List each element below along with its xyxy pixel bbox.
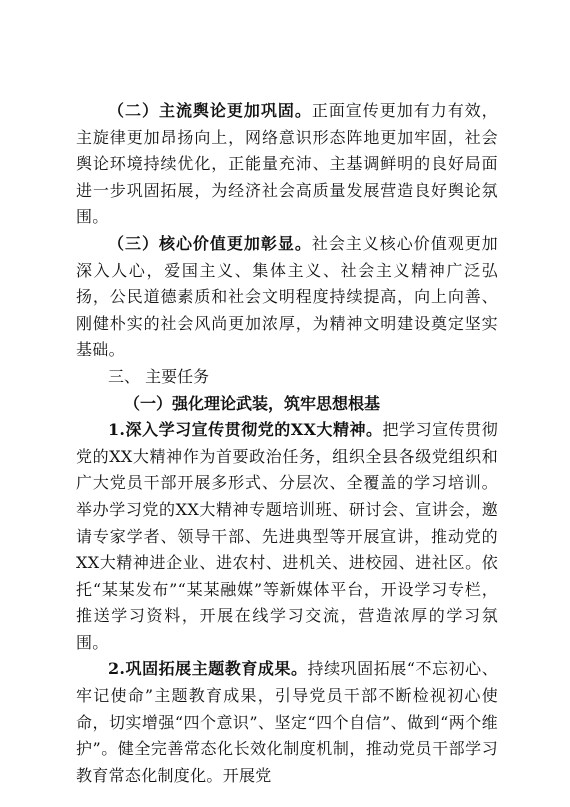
document-page — [76, 98, 498, 789]
paragraph-lead: （三）核心价值更加彰显。 — [108, 233, 312, 253]
task-item-lead: 2.巩固拓展主题教育成果。 — [108, 659, 308, 679]
task-item-2 — [76, 656, 498, 789]
paragraph-mainstream-opinion — [76, 98, 498, 231]
sub-heading-text: （一）强化理论武装，筑牢思想根基 — [124, 393, 381, 413]
paragraph-core-values — [76, 231, 498, 364]
task-item-body: 把学习宣传贯彻党的XX大精神作为首要政治任务，组织全县各级党组织和广大党员干部开展多形式、分层次、全覆盖的学习培训。举办学习党的XX大精神专题培训班、研讨会、宣讲会，邀请专家学者、领导干部、先进典型等开展宣讲，推动党的XX大精神进企业、进农村、进机关、进校园、进社区。依托“某某发布”“某某融媒”等新媒体平台，开设学习专栏，推送学习资料，开展在线学习交流，营造浓厚的学习氛围。 — [76, 420, 498, 652]
paragraph-body: 社会主义核心价值观更加深入人心，爱国主义、集体主义、社会主义精神广泛弘扬，公民道德素质和社会文明程度持续提高，向上向善、刚健朴实的社会风尚更加浓厚，为精神文明建设奠定坚实基础。 — [76, 233, 498, 360]
task-item-lead: 1.深入学习宣传贯彻党的XX大精神。 — [108, 420, 383, 440]
paragraph-body: 正面宣传更加有力有效，主旋律更加昂扬向上，网络意识形态阵地更加牢固，社会舆论环境持续优化，正能量充沛、主基调鲜明的良好局面进一步巩固拓展，为经济社会高质量发展营造良好舆论氛围。 — [76, 101, 498, 227]
section-heading: 三、 主要任务 — [108, 366, 210, 386]
task-item-1 — [76, 417, 498, 656]
sub-heading — [76, 391, 498, 418]
paragraph-lead: （二）主流舆论更加巩固。 — [108, 101, 312, 120]
task-item-body: 持续巩固拓展“不忘初心、牢记使命”主题教育成果，引导党员干部不断检视初心使命，切实增强“四个意识”、坚定“四个自信”、做到“两个维护”。健全完善常态化长效化制度机制，推动党员干部学习教育常态化制度化。开展党 — [76, 659, 498, 785]
